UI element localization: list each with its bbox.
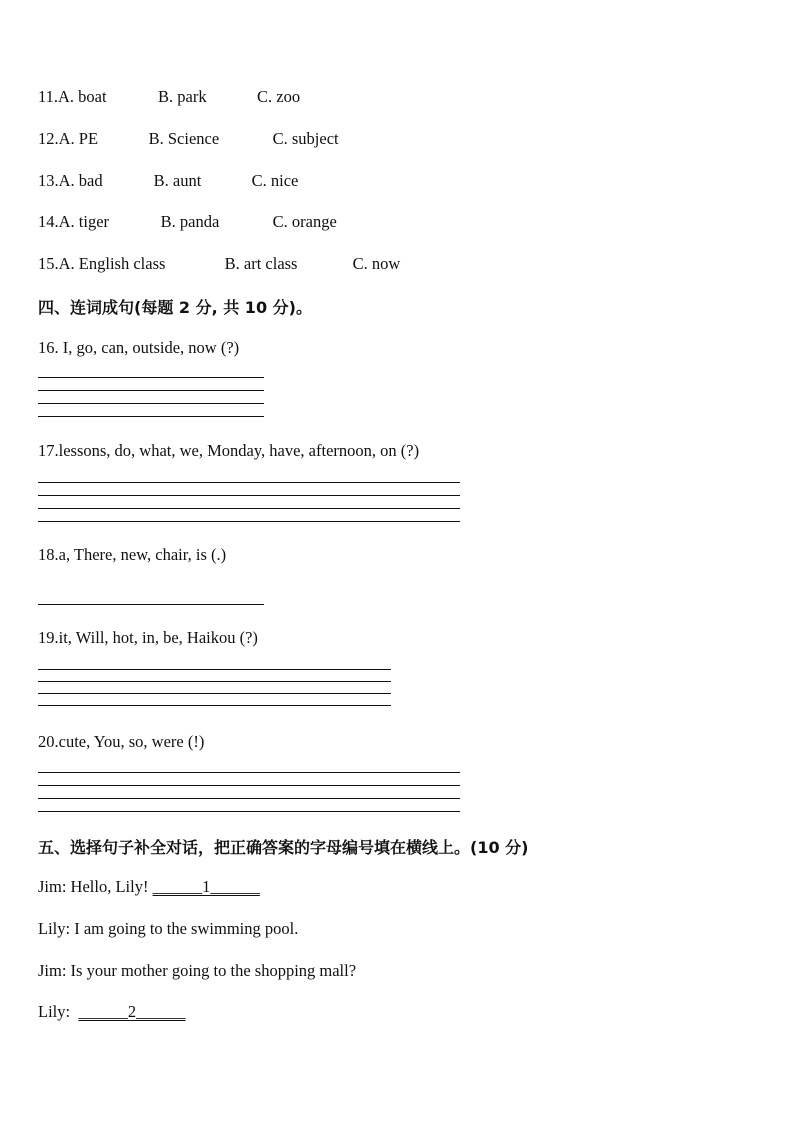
option-b: B. panda [160, 212, 220, 231]
answer-line[interactable] [38, 811, 460, 812]
option-a: A. English class [58, 254, 166, 273]
question-17: 17.lessons, do, what, we, Monday, have, afternoon, on (?) [38, 441, 420, 460]
question-number: 15. [38, 254, 59, 273]
answer-line[interactable] [38, 377, 264, 378]
answer-line[interactable] [38, 798, 460, 799]
dialogue-line-3: Jim: Is your mother going to the shopping mall? [38, 961, 357, 980]
question-18: 18.a, There, new, chair, is (.) [38, 545, 227, 564]
section-5-heading: 五、选择句子补全对话，把正确答案的字母编号填在横线上。(10 分) [38, 838, 529, 857]
option-b: B. Science [148, 129, 220, 148]
question-16: 16. I, go, can, outside, now (?) [38, 338, 240, 357]
question-number: 11. [38, 87, 59, 106]
answer-line[interactable] [38, 508, 460, 509]
dialogue-text: Lily: [38, 1002, 79, 1021]
answer-line[interactable] [38, 681, 391, 682]
option-c: C. now [352, 254, 401, 273]
question-11 [38, 87, 300, 107]
question-13 [38, 171, 298, 191]
option-b: B. art class [224, 254, 298, 273]
option-c: C. orange [272, 212, 337, 231]
option-c: C. zoo [257, 87, 301, 106]
dialogue-line-1 [38, 877, 260, 897]
option-a: A. bad [58, 171, 103, 190]
question-14 [38, 212, 337, 232]
answer-line[interactable] [38, 785, 460, 786]
answer-line[interactable] [38, 390, 264, 391]
question-19: 19.it, Will, hot, in, be, Haikou (?) [38, 628, 258, 647]
option-c: C. nice [251, 171, 299, 190]
answer-line[interactable] [38, 521, 460, 522]
question-15 [38, 254, 400, 274]
dialogue-line-4 [38, 1002, 186, 1022]
answer-line[interactable] [38, 416, 264, 417]
option-a: A. tiger [58, 212, 110, 231]
option-c: C. subject [272, 129, 339, 148]
answer-line[interactable] [38, 495, 460, 496]
question-number: 13. [38, 171, 59, 190]
dialogue-line-2: Lily: I am going to the swimming pool. [38, 919, 299, 938]
answer-line[interactable] [38, 604, 264, 605]
answer-line[interactable] [38, 482, 460, 483]
question-20: 20.cute, You, so, were (!) [38, 732, 205, 751]
answer-blank-2[interactable]: ______2______ [78, 1002, 186, 1021]
answer-blank-1[interactable]: ______1______ [152, 877, 260, 896]
option-a: A. PE [58, 129, 99, 148]
answer-line[interactable] [38, 403, 264, 404]
option-a: A. boat [58, 87, 107, 106]
answer-line[interactable] [38, 669, 391, 670]
option-b: B. aunt [153, 171, 202, 190]
answer-line[interactable] [38, 693, 391, 694]
dialogue-text: Jim: Hello, Lily! [38, 877, 153, 896]
option-b: B. park [158, 87, 207, 106]
answer-line[interactable] [38, 772, 460, 773]
question-12 [38, 129, 339, 149]
question-number: 12. [38, 129, 59, 148]
section-4-heading: 四、连词成句(每题 2 分, 共 10 分)。 [38, 298, 312, 317]
question-number: 14. [38, 212, 59, 231]
answer-line[interactable] [38, 705, 391, 706]
